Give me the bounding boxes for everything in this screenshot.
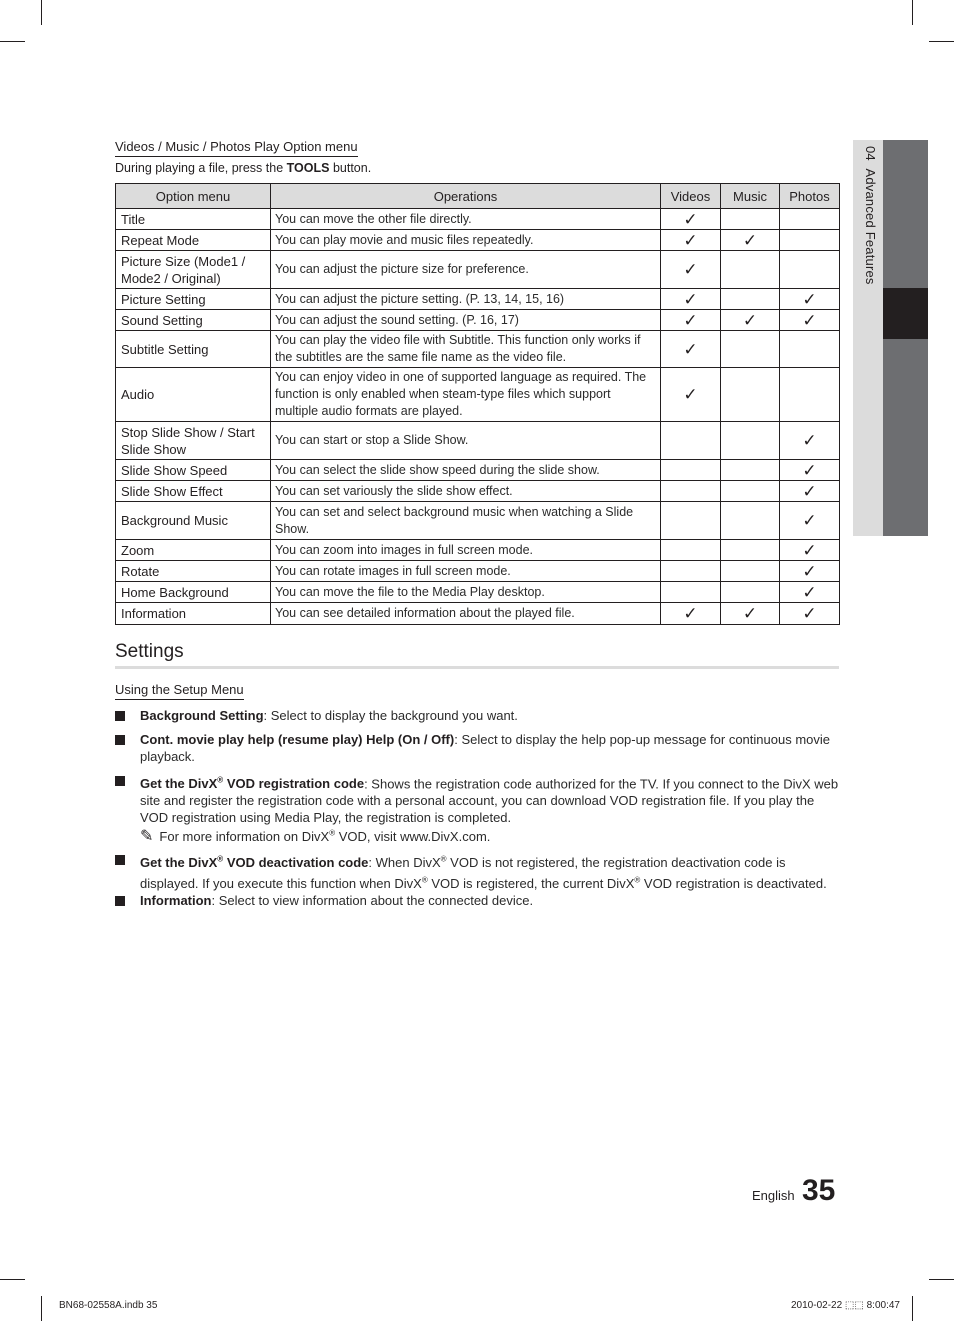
text-part-d: VOD registration is deactivated.: [640, 875, 827, 891]
check-music: [721, 289, 780, 310]
option-name: Subtitle Setting: [116, 331, 271, 368]
header-music: Music: [721, 184, 780, 209]
footer-date-time: 2010-02-22 ⬚⬚ 8:00:47: [791, 1300, 900, 1311]
subtitle-text-end: button.: [329, 161, 372, 175]
footer-file-info: BN68-02558A.indb 35: [59, 1300, 158, 1311]
bullet-title: Information: [140, 893, 212, 908]
bullet-title-b: VOD registration code: [223, 776, 365, 792]
header-option-menu: Option menu: [116, 184, 271, 209]
check-videos: [661, 540, 721, 561]
check-videos: [661, 310, 721, 331]
check-mark-icon: ✓: [683, 260, 698, 279]
bullet-square-icon: [115, 711, 125, 721]
bullet-divx-deactivation: [115, 851, 839, 892]
option-name: Sound Setting: [116, 310, 271, 331]
check-mark-icon: ✓: [742, 230, 758, 250]
option-operation: You can adjust the sound setting. (P. 16, 17): [271, 310, 661, 331]
chapter-label: [858, 146, 878, 285]
option-name: Audio: [116, 368, 271, 422]
check-mark-icon: ✓: [802, 561, 817, 581]
chapter-tab: [853, 140, 928, 536]
registered-mark: ®: [217, 776, 224, 785]
check-music: [721, 209, 780, 230]
option-operation: You can set variously the slide show effect.: [271, 481, 661, 502]
table-row: [116, 230, 840, 251]
table-row: [116, 603, 840, 625]
option-operation: You can select the slide show speed during the slide show.: [271, 460, 661, 481]
option-operation: You can zoom into images in full screen mode.: [271, 540, 661, 561]
check-mark-icon: ✓: [802, 431, 817, 450]
bullet-text: : Select to display the background you want.: [263, 708, 518, 723]
check-mark-icon: ✓: [802, 582, 817, 602]
check-mark-icon: ✓: [802, 604, 817, 623]
check-mark-icon: ✓: [683, 604, 698, 623]
check-mark-icon: ✓: [802, 310, 817, 330]
crop-mark: [929, 41, 954, 42]
play-option-subtitle: [115, 161, 371, 175]
check-photos: [780, 331, 840, 368]
bullet-title-b: VOD deactivation code: [223, 855, 369, 871]
check-videos: [661, 331, 721, 368]
check-photos: [780, 310, 840, 331]
note-text-end: VOD, visit www.DivX.com.: [335, 829, 491, 844]
page-number: 35: [802, 1174, 836, 1207]
check-photos: [780, 582, 840, 603]
bullet-title-a: Get the DivX: [140, 855, 218, 871]
table-row: [116, 540, 840, 561]
check-videos: [661, 561, 721, 582]
bullet-text: : Select to display the help pop-up message for continuous movie playback.: [140, 732, 830, 764]
chapter-tab-dark-top: [883, 140, 928, 288]
check-mark-icon: ✓: [802, 289, 817, 309]
chapter-tab-dark-bottom: [883, 339, 928, 536]
check-photos: [780, 540, 840, 561]
check-music: [721, 540, 780, 561]
check-videos: [661, 230, 721, 251]
option-name: Slide Show Effect: [116, 481, 271, 502]
option-name: Zoom: [116, 540, 271, 561]
option-operation: You can move the other file directly.: [271, 209, 661, 230]
check-music: [721, 603, 780, 625]
option-name: Slide Show Speed: [116, 460, 271, 481]
check-music: [721, 230, 780, 251]
check-music: [721, 422, 780, 460]
crop-mark: [0, 1279, 25, 1280]
check-videos: [661, 502, 721, 540]
check-videos: [661, 481, 721, 502]
check-mark-icon: ✓: [802, 540, 817, 560]
bullet-title: [140, 776, 364, 791]
check-photos: [780, 460, 840, 481]
table-row: [116, 310, 840, 331]
check-videos: [661, 603, 721, 625]
check-mark-icon: ✓: [683, 289, 698, 309]
option-name: Repeat Mode: [116, 230, 271, 251]
check-mark-icon: ✓: [683, 209, 698, 229]
note-text: For more information on DivX: [159, 829, 330, 844]
check-mark-icon: ✓: [683, 310, 698, 330]
bullet-divx-registration: [115, 772, 839, 826]
table-row: [116, 251, 840, 289]
bullet-square-icon: [115, 735, 125, 745]
bullet-title: Background Setting: [140, 708, 264, 723]
option-operation: You can enjoy video in one of supported language as required. The function is only enabled when steam-type files which support multiple audio formats are played.: [271, 368, 661, 422]
footer-language: English: [752, 1188, 795, 1203]
table-row: [116, 422, 840, 460]
option-operation: You can see detailed information about the played file.: [271, 603, 661, 625]
bullet-square-icon: [115, 776, 125, 786]
option-name: Stop Slide Show / Start Slide Show: [116, 422, 271, 460]
registered-mark: ®: [634, 875, 641, 885]
check-music: [721, 368, 780, 422]
text-part-c: VOD is registered, the current DivX: [427, 875, 635, 891]
check-photos: [780, 502, 840, 540]
check-photos: [780, 289, 840, 310]
check-mark-icon: ✓: [683, 230, 698, 250]
crop-mark: [912, 0, 913, 25]
check-videos: [661, 368, 721, 422]
table-row: [116, 209, 840, 230]
bullet-title: Cont. movie play help (resume play) Help (On / Off): [140, 732, 455, 747]
check-photos: [780, 561, 840, 582]
table-row: [116, 460, 840, 481]
crop-mark: [41, 0, 42, 25]
chapter-title: Advanced Features: [863, 168, 878, 285]
bullet-square-icon: [115, 855, 125, 865]
check-music: [721, 561, 780, 582]
setup-menu-title: Using the Setup Menu: [115, 682, 244, 700]
option-name: Picture Size (Mode1 / Mode2 / Original): [116, 251, 271, 289]
option-operation: You can move the file to the Media Play desktop.: [271, 582, 661, 603]
crop-mark: [929, 1279, 954, 1280]
table-row: [116, 289, 840, 310]
check-photos: [780, 230, 840, 251]
option-operation: You can rotate images in full screen mode.: [271, 561, 661, 582]
check-videos: [661, 582, 721, 603]
check-photos: [780, 603, 840, 625]
bullet-text: : Shows the registration code authorized for the TV. If you connect to the DivX web site and register the registration code with a personal account, you can download VOD registration file. If you play the VOD registration using Media Play, the registration is completed.: [140, 776, 839, 826]
check-photos: [780, 209, 840, 230]
check-videos: [661, 251, 721, 289]
option-name: Rotate: [116, 561, 271, 582]
table-header-row: [116, 184, 840, 209]
option-operation: You can adjust the picture setting. (P. 13, 14, 15, 16): [271, 289, 661, 310]
settings-heading: Settings: [115, 641, 839, 669]
option-operation: You can play movie and music files repeatedly.: [271, 230, 661, 251]
option-operation: You can play the video file with Subtitle. This function only works if the subtitles are the same file name as the video file.: [271, 331, 661, 368]
check-mark-icon: ✓: [683, 339, 698, 359]
check-photos: [780, 422, 840, 460]
check-videos: [661, 422, 721, 460]
pencil-note-icon: ✎: [140, 828, 154, 845]
bullet-title: [140, 855, 368, 870]
header-operations: Operations: [271, 184, 661, 209]
registered-mark: ®: [217, 855, 224, 864]
check-videos: [661, 209, 721, 230]
bullet-square-icon: [115, 896, 125, 906]
table-row: [116, 481, 840, 502]
crop-mark: [912, 1296, 913, 1321]
bullet-text: : Select to view information about the connected device.: [211, 893, 534, 908]
check-music: [721, 460, 780, 481]
registered-mark: ®: [329, 828, 336, 838]
table-row: [116, 582, 840, 603]
option-operation: You can set and select background music when watching a Slide Show.: [271, 502, 661, 540]
option-name: Home Background: [116, 582, 271, 603]
option-name: Background Music: [116, 502, 271, 540]
text-part-b: VOD is not registered, the registration deactivation code is displayed. If you execute this function when DivX: [140, 855, 786, 891]
check-mark-icon: ✓: [802, 511, 817, 530]
check-photos: [780, 481, 840, 502]
table-row: [116, 331, 840, 368]
header-videos: Videos: [661, 184, 721, 209]
check-mark-icon: ✓: [802, 460, 817, 480]
subtitle-text: During playing a file, press the: [115, 161, 287, 175]
text-part-a: : When DivX: [368, 855, 441, 871]
check-mark-icon: ✓: [683, 385, 698, 404]
check-videos: [661, 460, 721, 481]
header-photos: Photos: [780, 184, 840, 209]
play-option-table: [115, 183, 840, 625]
bullet-background-setting: [115, 707, 839, 724]
bullet-information: [115, 892, 839, 909]
table-row: [116, 368, 840, 422]
check-photos: [780, 368, 840, 422]
crop-mark: [41, 1296, 42, 1321]
play-option-title: Videos / Music / Photos Play Option menu: [115, 139, 358, 157]
check-mark-icon: ✓: [802, 481, 817, 501]
table-row: [116, 502, 840, 540]
check-mark-icon: ✓: [742, 604, 758, 623]
check-music: [721, 582, 780, 603]
check-music: [721, 310, 780, 331]
check-videos: [661, 289, 721, 310]
option-name: Picture Setting: [116, 289, 271, 310]
tools-button-label: TOOLS: [286, 161, 330, 175]
bullet-title-a: Get the DivX: [140, 776, 218, 792]
table-row: [116, 561, 840, 582]
bullet-cont-play: [115, 731, 839, 765]
divx-note: [140, 826, 490, 846]
chapter-tab-current: [883, 288, 928, 339]
check-music: [721, 502, 780, 540]
check-music: [721, 331, 780, 368]
option-operation: You can start or stop a Slide Show.: [271, 422, 661, 460]
check-photos: [780, 251, 840, 289]
option-operation: You can adjust the picture size for preference.: [271, 251, 661, 289]
option-name: Information: [116, 603, 271, 625]
registered-mark: ®: [421, 875, 428, 885]
check-music: [721, 481, 780, 502]
check-music: [721, 251, 780, 289]
chapter-number: 04: [863, 146, 878, 161]
check-mark-icon: ✓: [742, 310, 758, 330]
option-name: Title: [116, 209, 271, 230]
registered-mark: ®: [440, 855, 447, 864]
crop-mark: [0, 41, 25, 42]
